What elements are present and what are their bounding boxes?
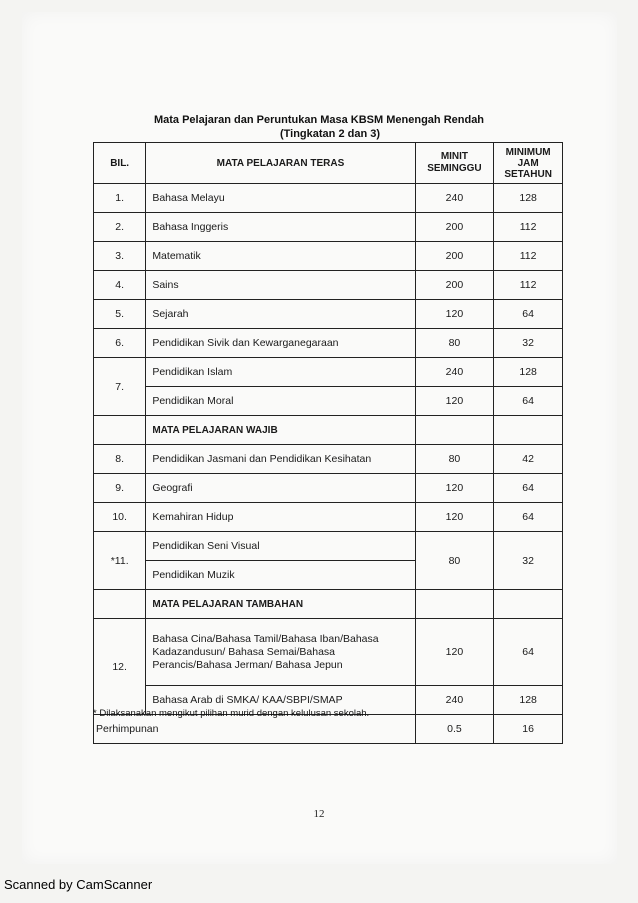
row-bil: 6.	[94, 329, 146, 358]
row-jam: 32	[494, 532, 563, 590]
table-row	[94, 242, 563, 271]
row-jam: 112	[494, 242, 563, 271]
row-subject: Pendidikan Seni Visual	[146, 532, 415, 561]
section-heading-tambahan: MATA PELAJARAN TAMBAHAN	[146, 590, 415, 619]
row-jam: 64	[494, 474, 563, 503]
row-subject: Bahasa Cina/Bahasa Tamil/Bahasa Iban/Bahasa Kadazandusun/ Bahasa Semai/Bahasa Perancis/Bahasa Jerman/ Bahasa Jepun	[146, 619, 415, 686]
header-subject: MATA PELAJARAN TERAS	[146, 143, 415, 184]
table-row	[94, 213, 563, 242]
table-row	[94, 532, 563, 561]
row-minit: 80	[415, 445, 494, 474]
row-jam: 128	[494, 686, 563, 715]
row-jam: 112	[494, 213, 563, 242]
empty-cell	[415, 590, 494, 619]
row-jam: 112	[494, 271, 563, 300]
row-bil: 9.	[94, 474, 146, 503]
header-minit: MINIT SEMINGGU	[415, 143, 494, 184]
row-subject: Pendidikan Moral	[146, 387, 415, 416]
row-minit: 240	[415, 686, 494, 715]
row-bil: 12.	[94, 619, 146, 715]
subtitle-text: (Tingkatan 2 dan 3)	[279, 128, 381, 140]
row-bil: 10.	[94, 503, 146, 532]
row-minit: 80	[415, 532, 494, 590]
footnote: * Dilaksanakan mengikut pilihan murid dengan kelulusan sekolah.	[93, 708, 370, 719]
row-jam: 128	[494, 184, 563, 213]
table-row	[94, 503, 563, 532]
table-row	[94, 184, 563, 213]
row-minit: 200	[415, 213, 494, 242]
empty-cell	[494, 590, 563, 619]
row-subject: Kemahiran Hidup	[146, 503, 415, 532]
row-bil: 4.	[94, 271, 146, 300]
table-row	[94, 329, 563, 358]
header-jam: MINIMUM JAM SETAHUN	[494, 143, 563, 184]
row-minit: 120	[415, 503, 494, 532]
header-bil: BIL.	[94, 143, 146, 184]
row-subject: Pendidikan Sivik dan Kewarganegaraan	[146, 329, 415, 358]
perhimpunan-minit: 0.5	[415, 715, 494, 744]
row-jam: 32	[494, 329, 563, 358]
row-bil: 5.	[94, 300, 146, 329]
section-heading-wajib: MATA PELAJARAN WAJIB	[146, 416, 415, 445]
perhimpunan-label: Perhimpunan	[94, 715, 416, 744]
scanner-watermark: Scanned by CamScanner	[4, 877, 153, 892]
table-row	[94, 619, 563, 686]
row-bil: 1.	[94, 184, 146, 213]
row-jam: 64	[494, 619, 563, 686]
row-subject: Sejarah	[146, 300, 415, 329]
row-bil: 8.	[94, 445, 146, 474]
subject-table	[93, 142, 563, 744]
empty-cell	[94, 590, 146, 619]
row-subject: Pendidikan Muzik	[146, 561, 415, 590]
row-jam: 64	[494, 300, 563, 329]
table-row	[94, 271, 563, 300]
row-bil: *11.	[94, 532, 146, 590]
page-number: 12	[313, 808, 325, 820]
row-jam: 128	[494, 358, 563, 387]
row-minit: 120	[415, 619, 494, 686]
table-row	[94, 358, 563, 387]
row-subject: Bahasa Arab di SMKA/ KAA/SBPI/SMAP	[146, 686, 415, 715]
row-bil: 2.	[94, 213, 146, 242]
row-minit: 240	[415, 358, 494, 387]
row-minit: 200	[415, 271, 494, 300]
empty-cell	[415, 416, 494, 445]
table-row	[94, 387, 563, 416]
table-row	[94, 474, 563, 503]
table-row	[94, 300, 563, 329]
empty-cell	[494, 416, 563, 445]
row-jam: 64	[494, 503, 563, 532]
section-row-tambahan	[94, 590, 563, 619]
row-bil: 3.	[94, 242, 146, 271]
row-minit: 240	[415, 184, 494, 213]
row-subject: Bahasa Melayu	[146, 184, 415, 213]
row-subject: Matematik	[146, 242, 415, 271]
row-minit: 120	[415, 387, 494, 416]
row-bil: 7.	[94, 358, 146, 416]
row-subject: Geografi	[146, 474, 415, 503]
row-minit: 80	[415, 329, 494, 358]
empty-cell	[94, 416, 146, 445]
document-title	[0, 114, 638, 140]
perhimpunan-jam: 16	[494, 715, 563, 744]
section-row-wajib	[94, 416, 563, 445]
row-minit: 120	[415, 474, 494, 503]
header-row	[94, 143, 563, 184]
row-subject: Pendidikan Jasmani dan Pendidikan Kesihatan	[146, 445, 415, 474]
table-row	[94, 445, 563, 474]
row-subject: Bahasa Inggeris	[146, 213, 415, 242]
row-jam: 64	[494, 387, 563, 416]
title-text: Mata Pelajaran dan Peruntukan Masa KBSM Menengah Rendah	[153, 114, 485, 126]
row-jam: 42	[494, 445, 563, 474]
row-minit: 120	[415, 300, 494, 329]
row-subject: Pendidikan Islam	[146, 358, 415, 387]
row-subject: Sains	[146, 271, 415, 300]
row-minit: 200	[415, 242, 494, 271]
